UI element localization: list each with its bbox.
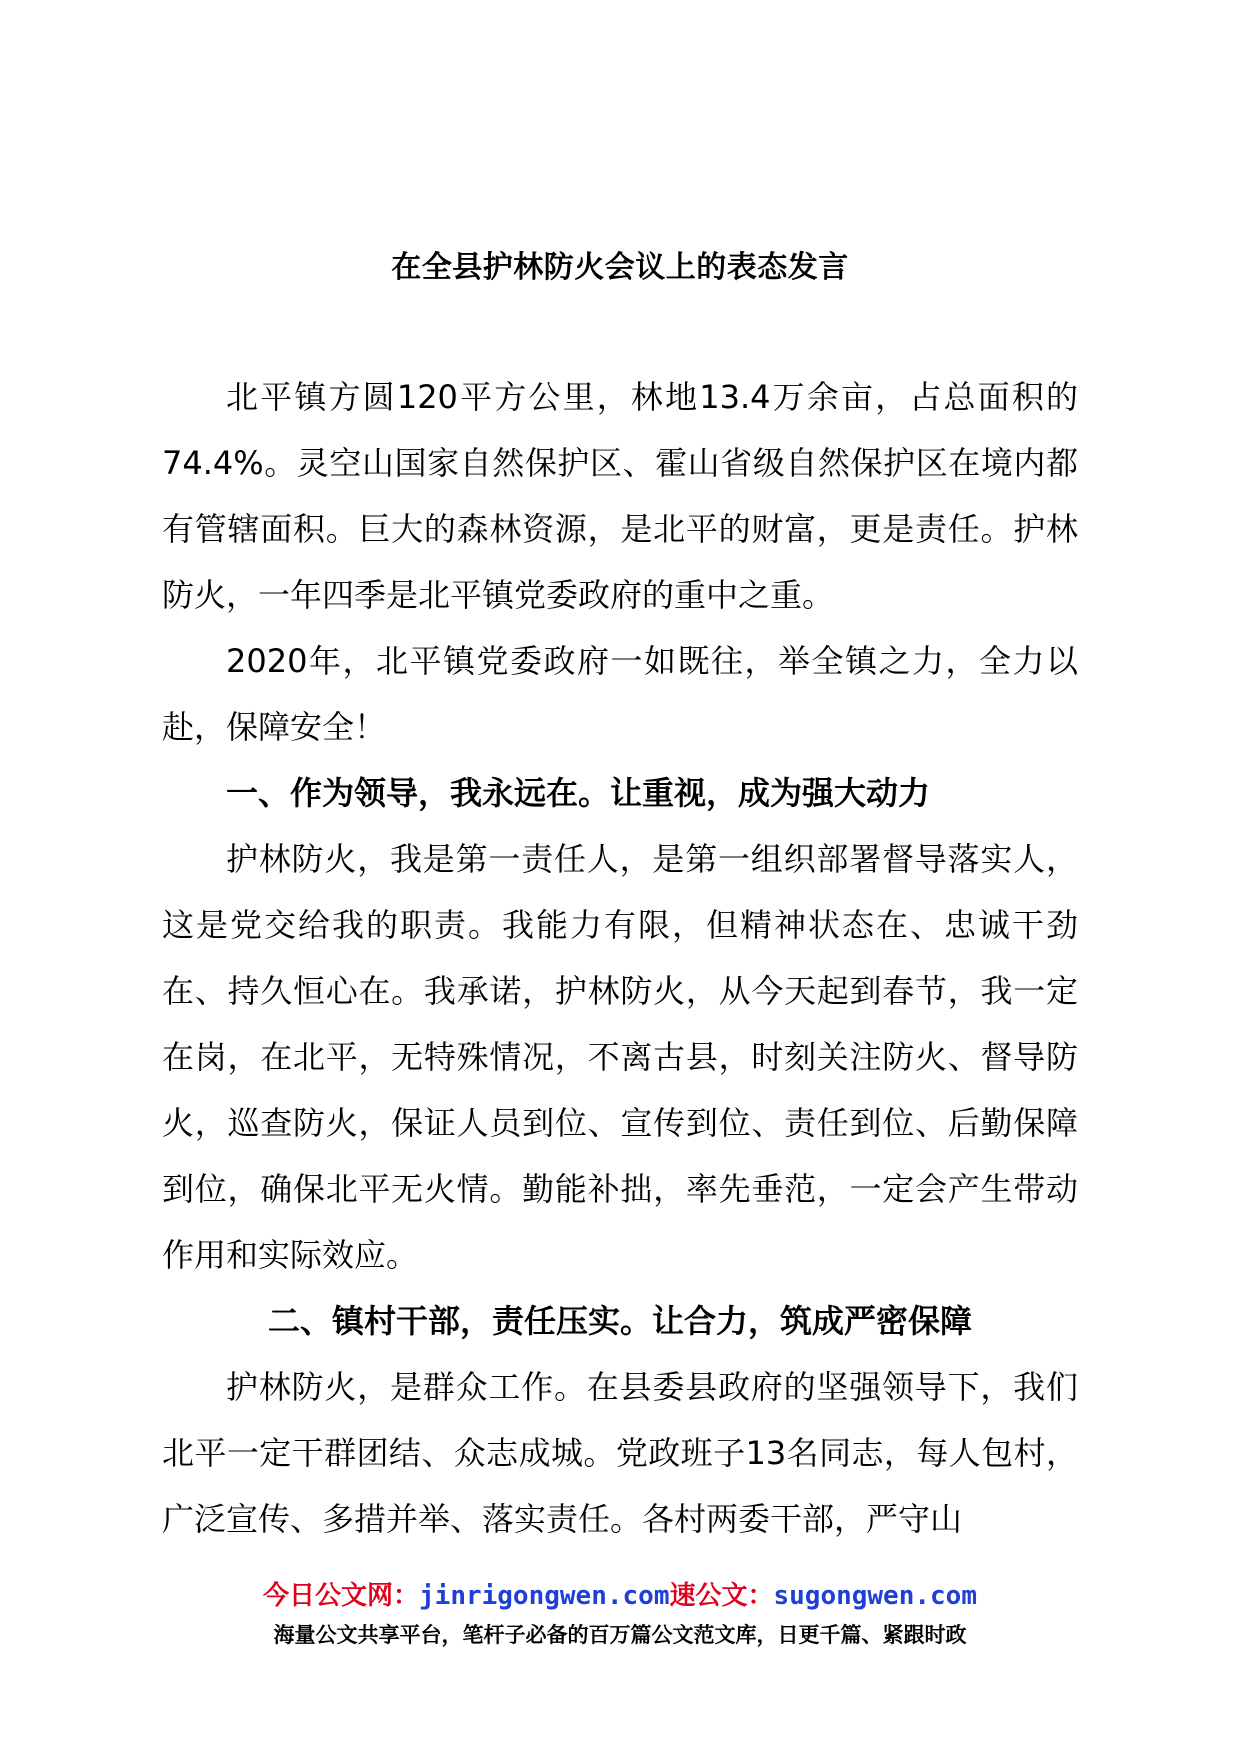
section-paragraph-1: 护林防火，我是第一责任人，是第一组织部署督导落实人，这是党交给我的职责。我能力有限，但精神状态在、忠诚干劲在、持久恒心在。我承诺，护林防火，从今天起到春节，我一定在岗，在北平，无特殊情况，不离古县，时刻关注防火、督导防火，巡查防火，保证人员到位、宣传到位、责任到位、后勤保障到位，确保北平无火情。勤能补拙，率先垂范，一定会产生带动作用和实际效应。 — [162, 840, 1078, 1274]
footer-sites — [0, 1576, 1240, 1616]
section-paragraph-2: 护林防火，是群众工作。在县委县政府的坚强领导下，我们北平一定干群团结、众志成城。党政班子13名同志，每人包村，广泛宣传、多措并举、落实责任。各村两委干部，严守山 — [162, 1368, 1078, 1538]
footer-site1-name: 今日公文网： — [263, 1581, 420, 1611]
footer-tagline: 海量公文共享平台，笔杆子必备的百万篇公文范文库，日更千篇、紧跟时政 — [273, 1623, 967, 1647]
section-heading-2: 二、镇村干部，责任压实。让合力，筑成严密保障 — [267, 1302, 972, 1340]
document-title: 在全县护林防火会议上的表态发言 — [391, 250, 849, 285]
footer-watermark — [0, 1576, 1240, 1652]
section-heading-1: 一、作为领导，我永远在。让重视，成为强大动力 — [226, 774, 931, 812]
paragraph-commitment: 2020年，北平镇党委政府一如既往，举全镇之力，全力以赴，保障安全！ — [162, 642, 1078, 746]
footer-site2-name: 速公文： — [669, 1581, 774, 1611]
paragraph-intro: 北平镇方圆120平方公里，林地13.4万余亩，占总面积的74.4%。灵空山国家自然保护区、霍山省级自然保护区在境内都有管辖面积。巨大的森林资源，是北平的财富，更是责任。护林防火，一年四季是北平镇党委政府的重中之重。 — [162, 378, 1078, 614]
document-body — [162, 364, 1078, 1552]
footer-site1-link[interactable]: jinrigongwen.com — [419, 1581, 670, 1611]
footer-site2-link[interactable]: sugongwen.com — [773, 1581, 977, 1611]
